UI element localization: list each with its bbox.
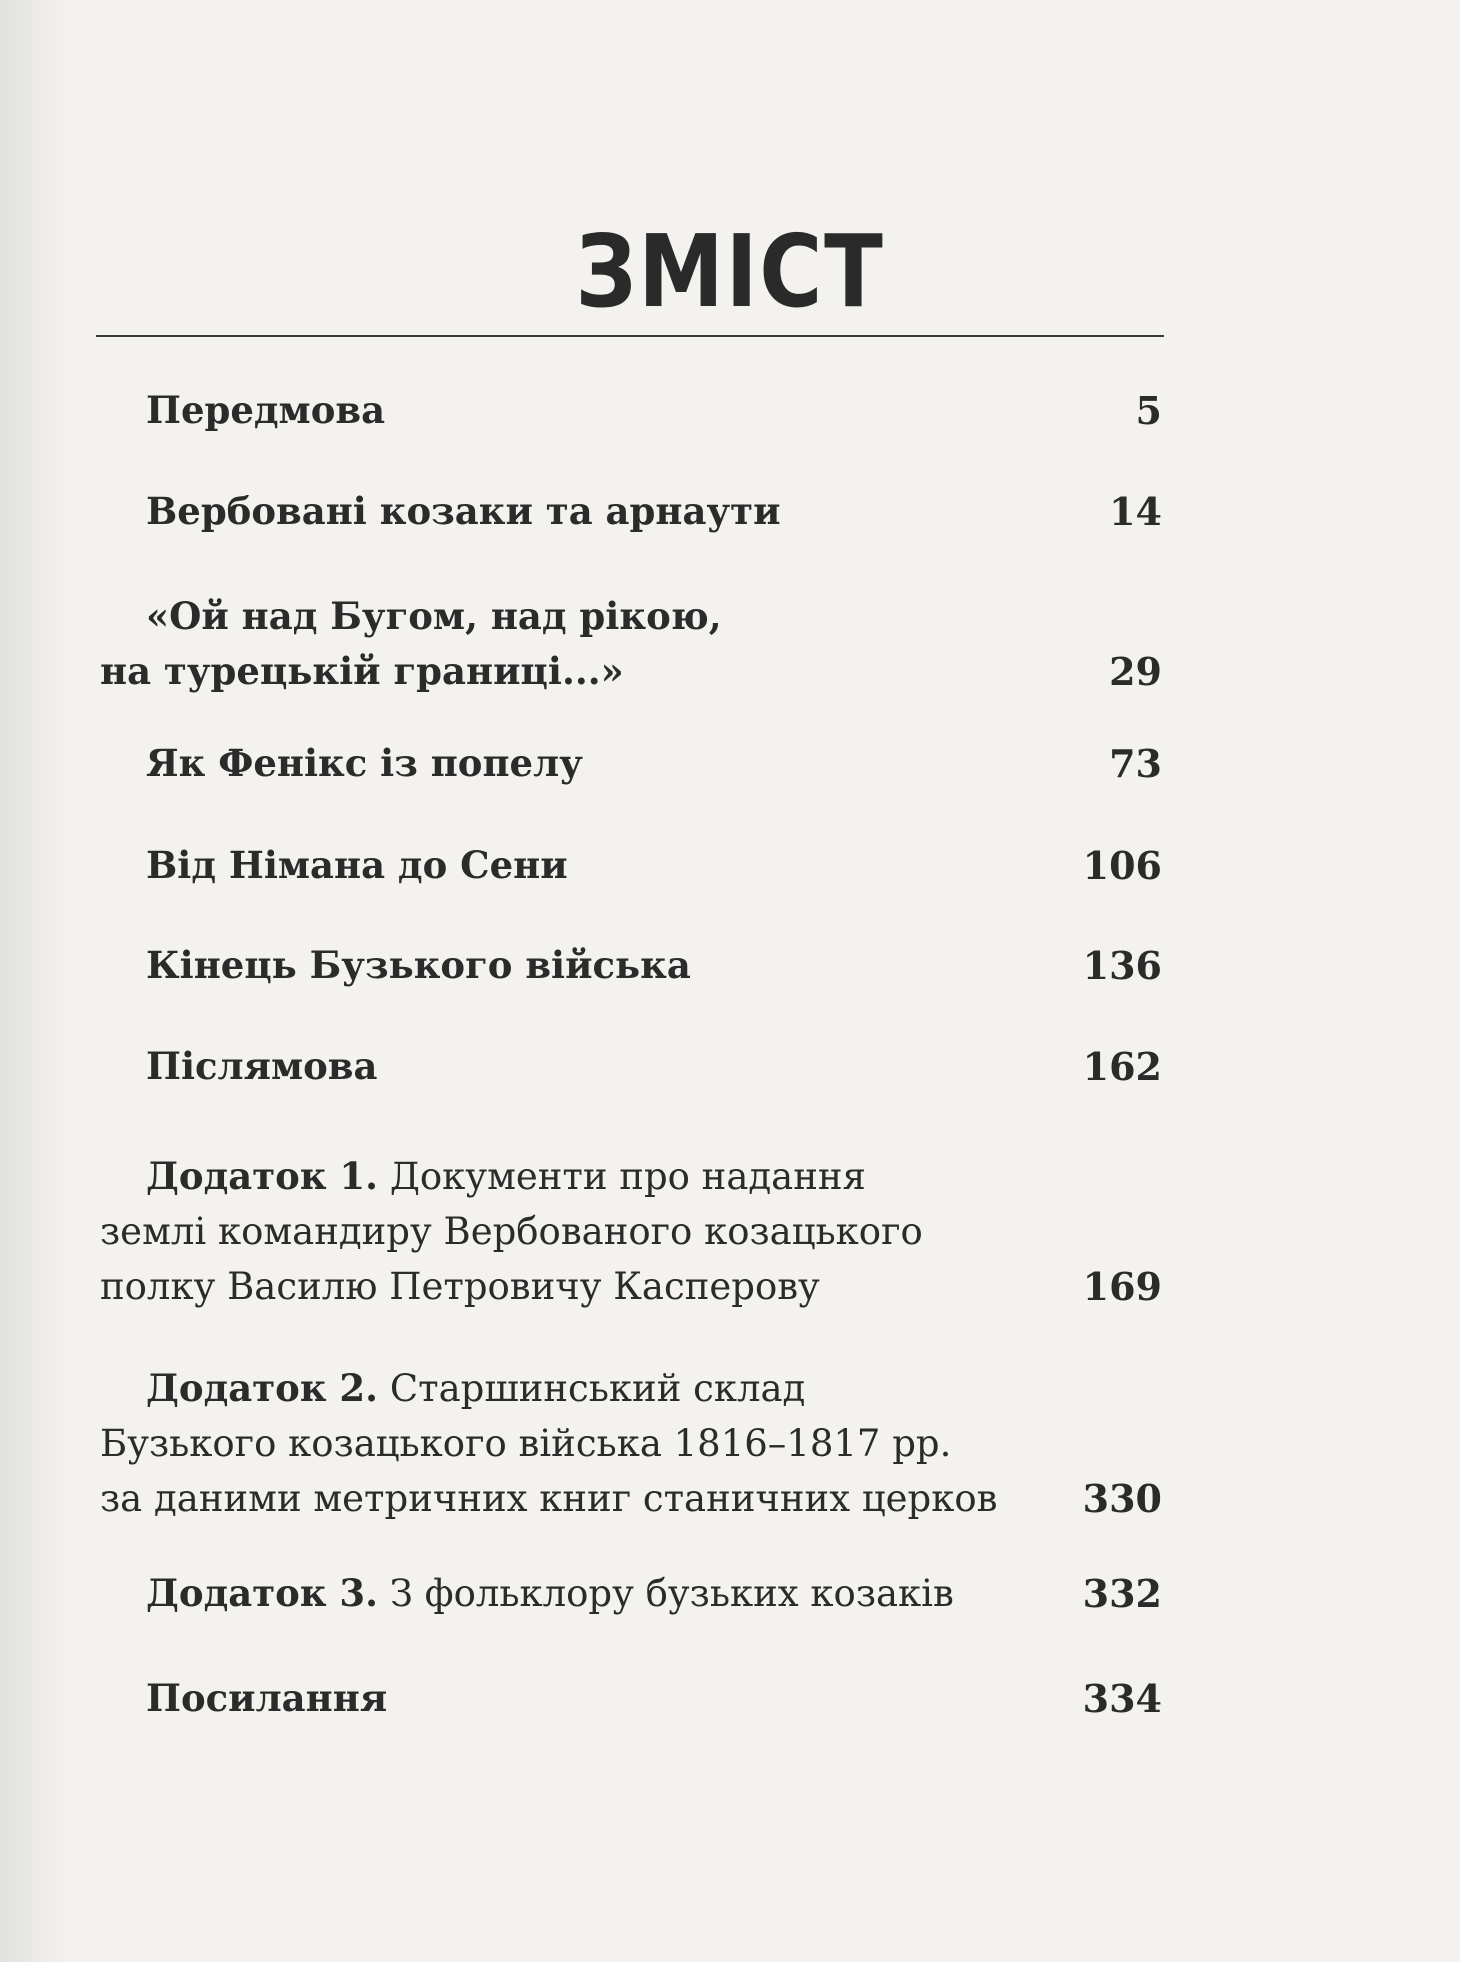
toc-page-number: 5 xyxy=(1135,388,1162,433)
toc-entry-title-line: Бузького козацького війська 1816–1817 рр. xyxy=(100,1422,952,1465)
toc-page-number: 332 xyxy=(1082,1571,1162,1616)
appendix-label: Додаток 1. xyxy=(146,1154,379,1198)
toc-entry-appendix-3[interactable] xyxy=(100,1566,1170,1621)
toc-entry-chapter-2[interactable] xyxy=(100,589,1170,699)
toc-entry-title: Від Німана до Сени xyxy=(146,843,568,887)
toc-entry-title-line: «Ой над Бугом, над рікою, xyxy=(146,594,722,638)
toc-entry-title: Як Фенікс із попелу xyxy=(146,741,583,785)
toc-entry-title-line: З фольклору бузьких козаків xyxy=(389,1572,954,1615)
toc-entry-title-line: полку Василю Петровичу Касперову xyxy=(100,1265,820,1308)
toc-entry-title: Післямова xyxy=(146,1044,378,1088)
toc-entry-references[interactable] xyxy=(100,1671,1170,1726)
toc-page-number: 169 xyxy=(1082,1264,1162,1309)
appendix-label: Додаток 2. xyxy=(146,1366,379,1410)
appendix-label: Додаток 3. xyxy=(146,1571,379,1615)
toc-entry-title: Передмова xyxy=(146,388,386,432)
toc-entry-title-line: Старшинський склад xyxy=(389,1367,806,1410)
toc-page-number: 106 xyxy=(1082,843,1162,888)
toc-entry-foreword[interactable] xyxy=(100,383,1170,438)
toc-page-number: 162 xyxy=(1082,1044,1162,1089)
toc-page-number: 136 xyxy=(1082,943,1162,988)
toc-page-number: 29 xyxy=(1109,649,1162,694)
toc-entry-chapter-4[interactable] xyxy=(100,838,1170,893)
toc-entry-title: Кінець Бузького війська xyxy=(146,943,691,987)
toc-page-number: 330 xyxy=(1082,1476,1162,1521)
toc-entry-title-line: за даними метричних книг станичних церков xyxy=(100,1477,998,1520)
toc-entry-chapter-1[interactable] xyxy=(100,484,1170,539)
page-title: ЗМІСТ xyxy=(575,213,885,330)
toc-entry-chapter-3[interactable] xyxy=(100,736,1170,791)
toc-entry-title: Посилання xyxy=(146,1676,388,1720)
toc-page-number: 14 xyxy=(1109,489,1162,534)
toc-page-number: 334 xyxy=(1082,1676,1162,1721)
toc-entry-title-line: Документи про надання xyxy=(389,1155,866,1198)
toc-entry-title-line: на турецькій границі...» xyxy=(100,649,624,693)
toc-page-number: 73 xyxy=(1109,741,1162,786)
toc-entry-appendix-1[interactable] xyxy=(100,1149,1170,1314)
toc-entry-afterword[interactable] xyxy=(100,1039,1170,1094)
toc-entry-title: Вербовані козаки та арнаути xyxy=(146,489,781,533)
toc-entry-chapter-5[interactable] xyxy=(100,938,1170,993)
toc-entry-appendix-2[interactable] xyxy=(100,1361,1170,1526)
toc-entry-title-line: землі командиру Вербованого козацького xyxy=(100,1210,923,1253)
